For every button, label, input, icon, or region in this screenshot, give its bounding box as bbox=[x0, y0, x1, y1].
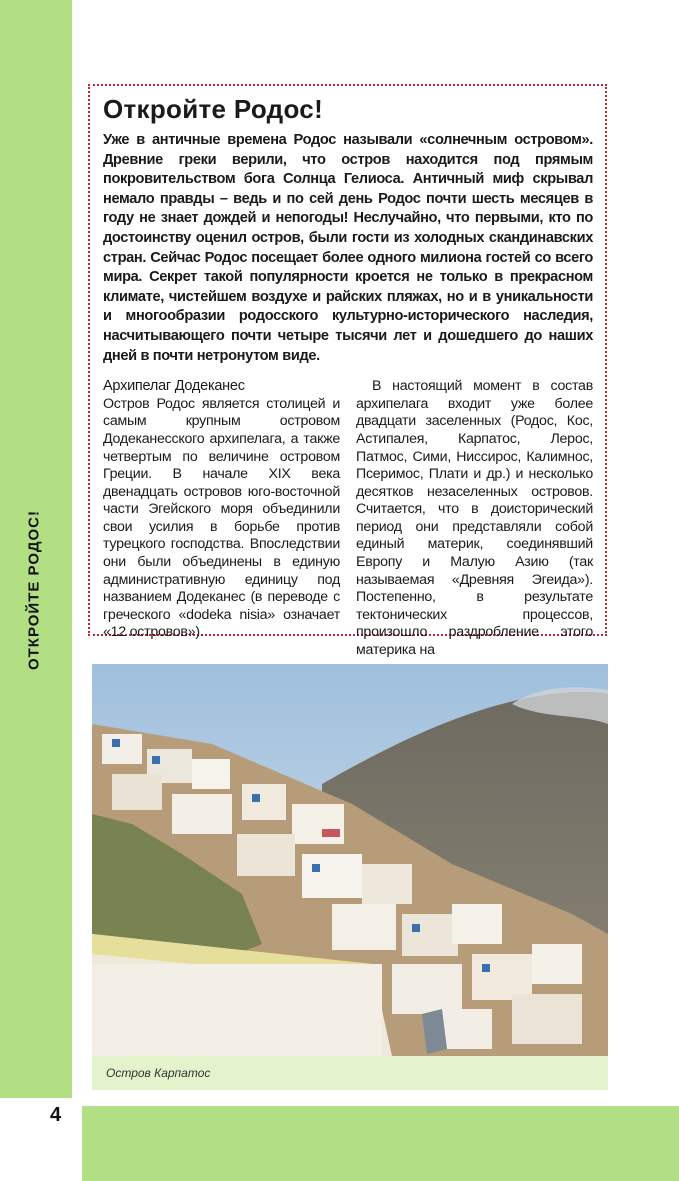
article-paragraph-right: В настоящий момент в состав архипелага входит уже более двадцати заселенных (Родос, Кос, Астипалея, Карпатос, Лерос, Патмос, Сими, Ниссирос, Калимнос, Псеримос, Плати и др.) и несколько десятков незаселенных островов. Считается, что в доисторический период они представляли собой единый материк, соединявший Европу и Малую Азию (так называемая «Древняя Эгеида»). Постепенно, в результате тектонических процессов, произошло раздробление этого материка на bbox=[356, 378, 593, 659]
article-column-right bbox=[356, 378, 593, 660]
intro-title: Откройте Родос! bbox=[103, 94, 324, 124]
article-subheading: Архипелаг Додеканес bbox=[103, 378, 245, 395]
article-columns bbox=[103, 378, 593, 660]
karpathos-photo bbox=[92, 664, 608, 1056]
bottom-color-band bbox=[82, 1106, 679, 1181]
article-column-left bbox=[103, 378, 340, 660]
page-number-box bbox=[0, 1098, 82, 1181]
intro-lead-paragraph: Уже в античные времена Родос называли «солнечным островом». Древние греки верили, что остров находится под прямым покровительством бога Солнца Гелиоса. Античный миф скрывал немало правды – ведь и по сей день Родос почти шесть месяцев в году не знает дождей и непогоды! Неслучайно, что первыми, кто по достоинству оценил остров, были гости из холодных скандинавских стран. Сейчас Родос посещает более одного милиона гостей со всего мира. Секрет такой популярности кроется не только в прекрасном климате, чистейшем воздухе и райских пляжах, но и в уникальности и многообразии родосского культурно-исторического наследия, насчитывающего почти четыре тысячи лет и дошедшего до наших дней в почти нетронутом виде. bbox=[103, 132, 593, 364]
photo-caption: Остров Карпатос bbox=[106, 1066, 211, 1080]
photo-caption-bar bbox=[92, 1056, 608, 1090]
running-section-title: ОТКРОЙТЕ РОДОС! bbox=[25, 509, 43, 671]
page-number: 4 bbox=[50, 1104, 62, 1126]
intro-box bbox=[88, 84, 607, 659]
article-paragraph-left: Остров Родос является столицей и самым крупным островом Додеканесского архипелага, а также четвертым по величине островом Греции. В начале XIX века двенадцать островов юго-восточной части Эгейского моря объединили свои усилия в борьбе против турецкого господства. Впоследствии они были объединены в единую административную единицу под названием Додеканес (в переводе с греческого «dodeka nisia» означает «12 островов»). bbox=[103, 395, 340, 641]
village-illustration bbox=[92, 664, 608, 1056]
